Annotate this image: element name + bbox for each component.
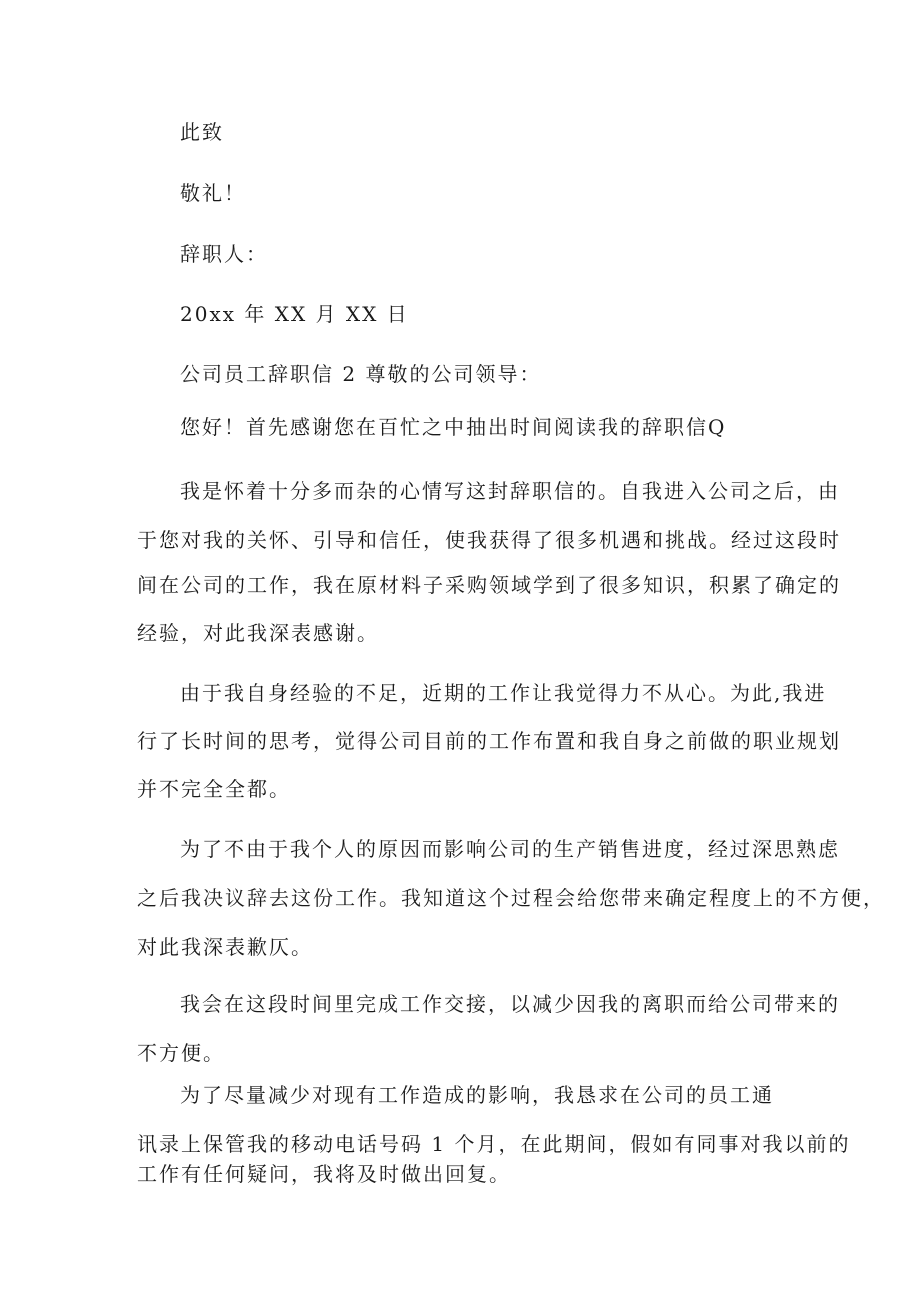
paragraph-5-line-1: 为了尽量减少对现有工作造成的影响，我恳求在公司的员工通 xyxy=(180,1083,774,1107)
paragraph-1-line-2: 于您对我的关怀、引导和信任，使我获得了很多机遇和挑战。经过这段时 xyxy=(137,528,841,552)
paragraph-1-line-4: 经验，对此我深表感谢。 xyxy=(137,621,379,645)
paragraph-1-line-1: 我是怀着十分多而杂的心情写这封辞职信的。自我进入公司之后，由 xyxy=(180,479,840,503)
paragraph-4-line-1: 我会在这段时间里完成工作交接，以减少因我的离职而给公司带来的 xyxy=(180,992,840,1016)
paragraph-5-line-3: 工作有任何疑问，我将及时做出回复。 xyxy=(137,1162,511,1186)
signer-label: 辞职人： xyxy=(180,242,268,266)
paragraph-4-line-2: 不方便。 xyxy=(137,1041,225,1065)
closing-salutation: 此致 xyxy=(180,120,224,144)
letter-title: 公司员工辞职信 2 尊敬的公司领导： xyxy=(180,362,542,386)
paragraph-2-line-1: 由于我自身经验的不足，近期的工作让我觉得力不从心。为此,我进 xyxy=(180,681,827,705)
paragraph-3-line-2: 之后我决议辞去这份工作。我知道这个过程会给您带来确定程度上的不方便， xyxy=(137,886,885,910)
letter-greeting: 您好！首先感谢您在百忙之中抽出时间阅读我的辞职信Q xyxy=(180,415,727,439)
paragraph-3-line-3: 对此我深表歉仄。 xyxy=(137,935,313,959)
paragraph-2-line-2: 行了长时间的思考，觉得公司目前的工作布置和我自身之前做的职业规划 xyxy=(137,729,841,753)
paragraph-1-line-3: 间在公司的工作，我在原材料子采购领域学到了很多知识，积累了确定的 xyxy=(137,573,841,597)
closing-regards: 敬礼！ xyxy=(180,181,246,205)
paragraph-2-line-3: 并不完全全都。 xyxy=(137,777,291,801)
paragraph-5-line-2: 讯录上保管我的移动电话号码 1 个月，在此期间，假如有同事对我以前的 xyxy=(137,1132,851,1156)
letter-date: 20xx 年 XX 月 XX 日 xyxy=(180,302,409,326)
paragraph-3-line-1: 为了不由于我个人的原因而影响公司的生产销售进度，经过深思熟虑 xyxy=(180,837,840,861)
